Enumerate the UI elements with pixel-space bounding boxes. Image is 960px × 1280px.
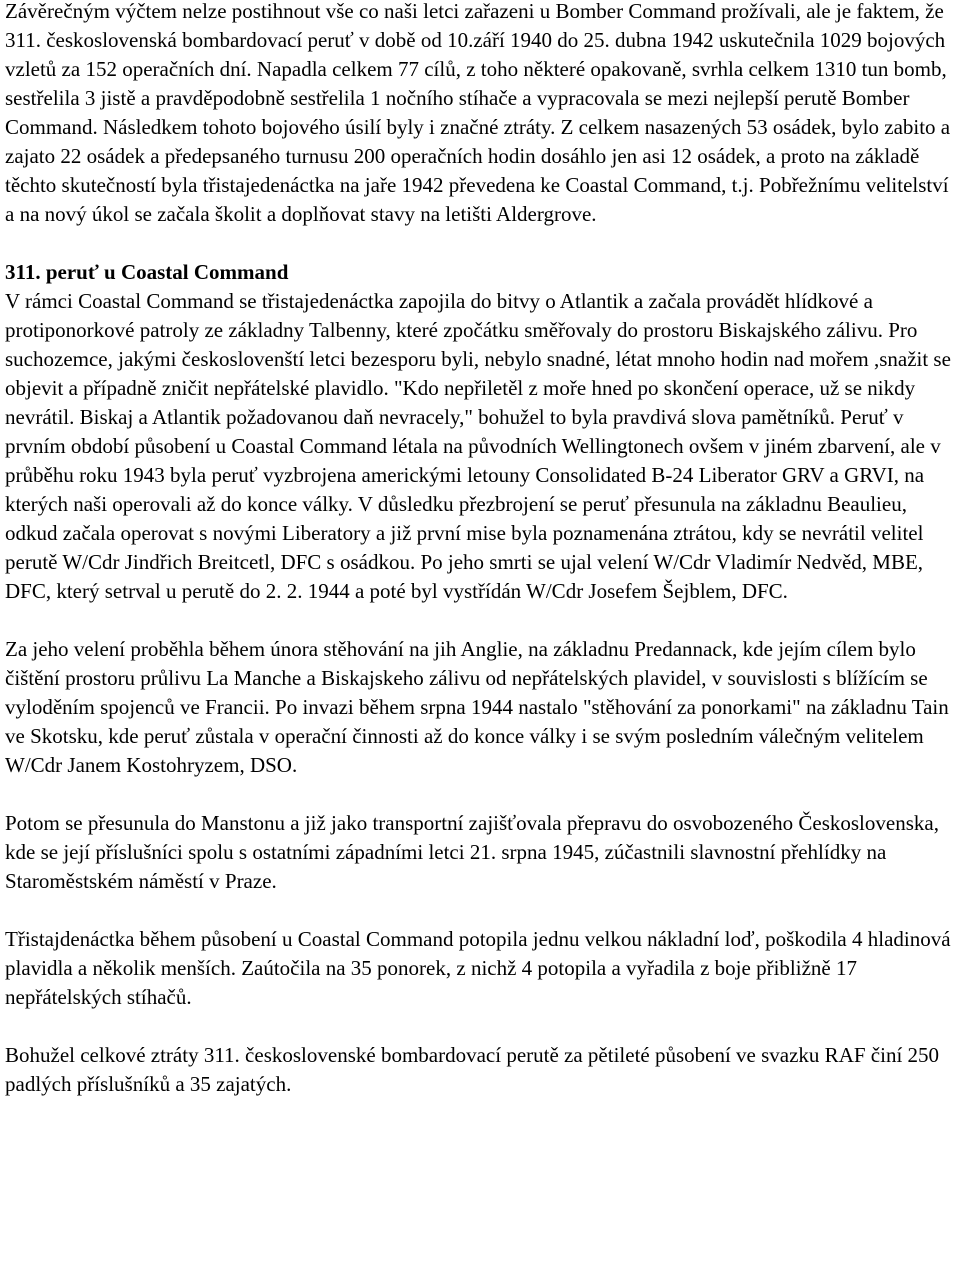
section-heading: 311. peruť u Coastal Command xyxy=(5,260,289,284)
section-paragraph-1: V rámci Coastal Command se třistajedenáctka zapojila do bitvy o Atlantik a začala provádět hlídkové a protiponorkové patroly ze základny Talbenny, které zpočátku směřovaly do prostoru Biskajského zálivu. Pro suchozemce, jakými českoslovenští letci bezesporu byli, nebylo snadné, létat mnoho hodin nad mořem ,snažit se objevit a případně zničit nepřátelské plavidlo. "Kdo nepřiletěl z moře hned po skončení operace, už se nikdy nevrátil. Biskaj a Atlantik požadovanou daň nevracely," bohužel to byla pravdivá slova pamětníků. Peruť v prvním období působení u Coastal Command létala na původních Wellingtonech ovšem v jiném zbarvení, ale v průběhu roku 1943 byla peruť vyzbrojena americkými letouny Consolidated B-24 Liberator GRV a GRVI, na kterých naši operovali až do konce války. V důsledku přezbrojení se peruť přesunula na základnu Beaulieu, odkud začala operovat s novými Liberatory a již první mise byla poznamenána ztrátou, kdy se nevrátil velitel perutě W/Cdr Jindřich Breitcetl, DFC s osádkou. Po jeho smrti se ujal velení W/Cdr Vladimír Nedvěd, MBE, DFC, který setrval u perutě do 2. 2. 1944 a poté byl vystřídán W/Cdr Josefem Šejblem, DFC. xyxy=(5,289,951,603)
section-paragraph-4: Třistajdenáctka během působení u Coastal Command potopila jednu velkou nákladní loď, poškodila 4 hladinová plavidla a několik menších. Zaútočila na 35 ponorek, z nichž 4 potopila a vyřadila z boje přibližně 17 nepřátelských stíhačů. xyxy=(5,927,951,1009)
intro-paragraph: Závěrečným výčtem nelze postihnout vše co naši letci zařazeni u Bomber Command prožívali, ale je faktem, že 311. československá bombardovací peruť v době od 10.září 1940 do 25. dubna 1942 uskutečnila 1029 bojových vzletů za 152 operačních dní. Napadla celkem 77 cílů, z toho některé opakovaně, svrhla celkem 1310 tun bomb, sestřelila 3 jistě a pravděpodobně sestřelila 1 nočního stíhače a vypracovala se mezi nejlepší perutě Bomber Command. Následkem tohoto bojového úsilí byly i značné ztráty. Z celkem nasazených 53 osádek, bylo zabito a zajato 22 osádek a předepsaného turnusu 200 operačních hodin dosáhlo jen asi 12 osádek, a proto na základě těchto skutečností byla třistajedenáctka na jaře 1942 převedena ke Coastal Command, t.j. Pobřežnímu velitelství a na nový úkol se začala školit a doplňovat stavy na letišti Aldergrove. xyxy=(5,0,951,226)
section-paragraph-2: Za jeho velení proběhla během února stěhování na jih Anglie, na základnu Predannack, kde jejím cílem bylo čištění prostoru průlivu La Manche a Biskajskeho zálivu od nepřátelských plavidel, v souvislosti s blížícím se vyloděním spojenců ve Francii. Po invazi během srpna 1944 nastalo "stěhování za ponorkami" na základnu Tain ve Skotsku, kde peruť zůstala v operační činnosti až do konce války i se svým posledním válečným velitelem W/Cdr Janem Kostohryzem, DSO. xyxy=(5,637,949,777)
document-page xyxy=(5,0,957,1099)
section-paragraph-5: Bohužel celkové ztráty 311. československé bombardovací perutě za pětileté působení ve svazku RAF činí 250 padlých příslušníků a 35 zajatých. xyxy=(5,1043,940,1096)
section-paragraph-3: Potom se přesunula do Manstonu a již jako transportní zajišťovala přepravu do osvobozeného Československa, kde se její příslušníci spolu s ostatními západními letci 21. srpna 1945, zúčastnili slavnostní přehlídky na Staroměstském náměstí v Praze. xyxy=(5,811,939,893)
